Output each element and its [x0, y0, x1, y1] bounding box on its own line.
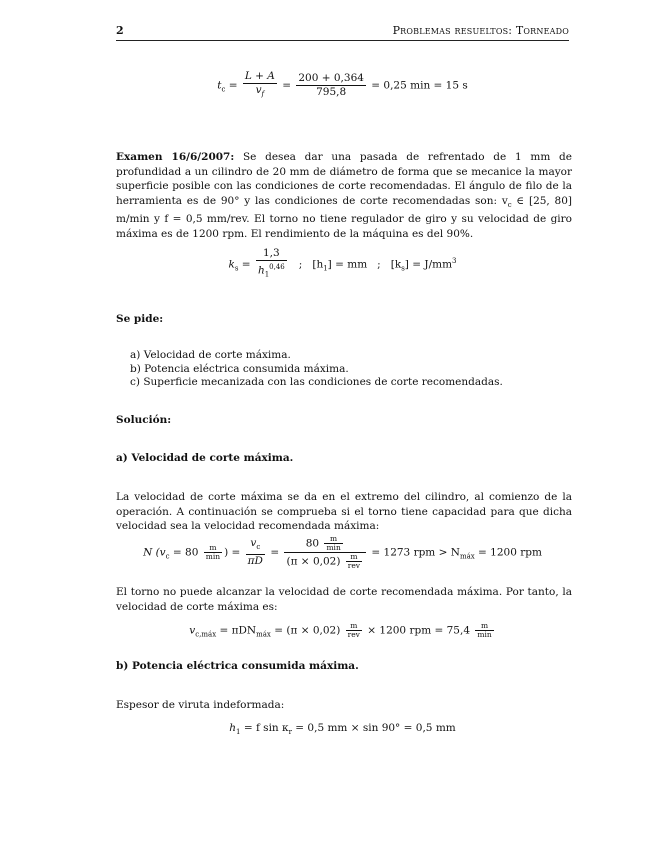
eq2-separator-1: ;	[298, 258, 303, 271]
eq3-result: = 1273 rpm > N	[371, 546, 460, 559]
equation-specific-energy: $k_s$ = $\frac{1,3}{h_1^{0,46}}$ ; $[h_1]$ = mm ; $[k_s] = J/mm^3$	[116, 247, 569, 282]
eq5-lhs-sub: 1	[236, 728, 241, 737]
exam-label: Examen 16/6/2007:	[116, 151, 235, 163]
eq3-lhs-mid: = 80	[169, 546, 202, 559]
exam-text-2: ∈ [25, 80] m/min y f = 0,5 mm/rev. El torno no tiene regulador de giro y su velocidad de giro máxima es de 1200 rpm. El rendimiento de la máquina es del 90%.	[116, 194, 572, 240]
eq2-h1-units: [h	[312, 258, 324, 271]
eq1-fraction-1	[243, 70, 277, 101]
paragraph-a: La velocidad de corte máxima se da en el extremo del cilindro, al comienzo de la operación. A continuación se comprueba si el torno tiene capacidad para que dicha velocidad sea la velocidad recomendada máxima:	[116, 491, 572, 532]
eq3-f2-unit-den: min	[326, 543, 341, 552]
eq2-ks-units: [k	[390, 258, 402, 271]
eq2-h1-units-end: ] = mm	[327, 258, 368, 271]
eq4-lhs-sub: c,máx	[195, 630, 217, 639]
equation-chip-thickness	[116, 722, 569, 736]
eq3-lhs-sub: c	[165, 552, 170, 561]
eq4-unit-2	[475, 622, 493, 639]
equation-cutting-time: $t_c$ = $\frac{L + A}{v_f}$ = $\frac{200 + 0,364}{795,8}$ = 0,25 min = 15 s	[116, 70, 569, 101]
eq3-f2-den-unit	[346, 553, 362, 570]
eq3-lhs: N (v	[143, 546, 166, 559]
eq1-fraction-2	[296, 72, 366, 99]
eq3-fraction-1	[246, 537, 265, 568]
eq3-unit-den: min	[205, 552, 221, 561]
eq1-f2-den: 795,8	[316, 86, 347, 99]
eq5-lhs: h	[229, 722, 237, 734]
paragraph-c: Espesor de viruta indeformada:	[116, 699, 285, 711]
eq3-unit-num: m	[204, 544, 222, 553]
eq1-result: = 0,25 min = 15 s	[371, 79, 468, 92]
list-item: a) Velocidad de corte máxima.	[130, 349, 291, 361]
eq2-den-sup: 0,46	[269, 263, 285, 271]
eq4-mid-sub: máx	[256, 630, 271, 639]
eq1-lhs-sub: c	[221, 85, 226, 94]
eq2-ks-units-sub: s	[401, 264, 405, 273]
eq4-u1-den: rev	[347, 630, 360, 639]
eq3-f2-unit-num: m	[324, 535, 342, 544]
eq3-fraction-2	[284, 535, 366, 570]
eq1-f1-den-sub: f	[261, 90, 265, 99]
eq4-mid-2: = (π × 0,02)	[270, 624, 344, 637]
eq1-f2-num: 200 + 0,364	[298, 72, 364, 85]
eq3-f2-den-unit-num: m	[346, 553, 362, 562]
eq3-f2-den: (π × 0,02)	[286, 555, 341, 568]
list-item: c) Superficie mecanizada con las condiciones de corte recomendadas.	[130, 376, 503, 388]
solucion-heading: Solución:	[116, 414, 172, 426]
eq2-separator-2: ;	[377, 258, 381, 271]
eq3-f2-num: 80	[305, 537, 320, 550]
eq5-end: = 0,5 mm × sin 90° = 0,5 mm	[291, 722, 456, 734]
eq4-mid: = πDN	[216, 624, 257, 637]
eq4-unit-1	[346, 622, 362, 639]
eq2-ks-sub: s	[234, 264, 239, 273]
eq3-result-sub: máx	[459, 552, 475, 561]
eq2-ks-units-end: ] = J/mm	[404, 258, 453, 271]
eq4-u2-den: min	[477, 630, 492, 639]
paragraph-b1: El torno no puede alcanzar la velocidad de corte recomendada máxima. Por tanto, la velocidad de corte máxima es:	[116, 586, 572, 613]
running-title: Problemas resueltos: Torneado	[392, 24, 569, 37]
exam-text: Se desea dar una pasada de refrentado de 1 mm de profundidad a un cilindro de 20 mm de diámetro de forma que se mecanice la mayor superficie posible con las condiciones de corte recomendadas. El ángulo de filo de la herramienta es de 90° y las condiciones de corte recomendadas son: v	[116, 151, 572, 207]
eq1-lhs: t	[217, 79, 222, 92]
eq5-mid: = f sin κ	[240, 722, 289, 734]
exam-text-sub: c	[507, 200, 512, 209]
eq3-lhs-end: ) =	[224, 546, 241, 559]
eq3-equals: =	[270, 546, 280, 559]
eq3-f1-num-sub: c	[256, 543, 261, 552]
eq3-f1-num: v	[250, 536, 257, 549]
section-b-heading: b) Potencia eléctrica consumida máxima.	[116, 660, 359, 672]
page-number: 2	[116, 24, 124, 37]
eq3-f1-den: πD	[247, 555, 263, 568]
question-list	[130, 349, 503, 390]
equation-spindle-speed	[116, 535, 569, 570]
eq4-u2-num: m	[475, 622, 493, 631]
eq4-u1-num: m	[346, 622, 362, 631]
eq2-ks: k	[228, 258, 235, 271]
eq1-f1-den: v	[255, 84, 262, 96]
section-a-heading: a) Velocidad de corte máxima.	[116, 452, 294, 464]
eq3-f2-den-unit-den: rev	[347, 561, 361, 570]
eq1-f1-num: L + A	[244, 70, 275, 82]
eq2-h1-units-sub: 1	[323, 264, 328, 273]
exam-statement	[116, 150, 572, 241]
eq3-unit-1	[204, 544, 222, 561]
se-pide-heading: Se pide:	[116, 313, 164, 325]
page-header	[116, 24, 569, 41]
eq4-lhs: v	[189, 624, 196, 637]
eq2-den-sub: 1	[264, 270, 270, 279]
eq5-mid-sub: r	[288, 728, 292, 737]
eq3-f2-unit	[324, 535, 342, 552]
eq4-mid-3: × 1200 rpm = 75,4	[363, 624, 474, 637]
list-item: b) Potencia eléctrica consumida máxima.	[130, 362, 349, 375]
eq3-result-end: = 1200 rpm	[474, 546, 542, 559]
eq2-ks-units-sup: 3	[452, 256, 457, 265]
eq2-den: h	[257, 264, 265, 277]
eq2-fraction	[256, 247, 287, 282]
equation-max-cutting-speed	[116, 622, 569, 639]
eq2-num: 1,3	[256, 247, 287, 261]
